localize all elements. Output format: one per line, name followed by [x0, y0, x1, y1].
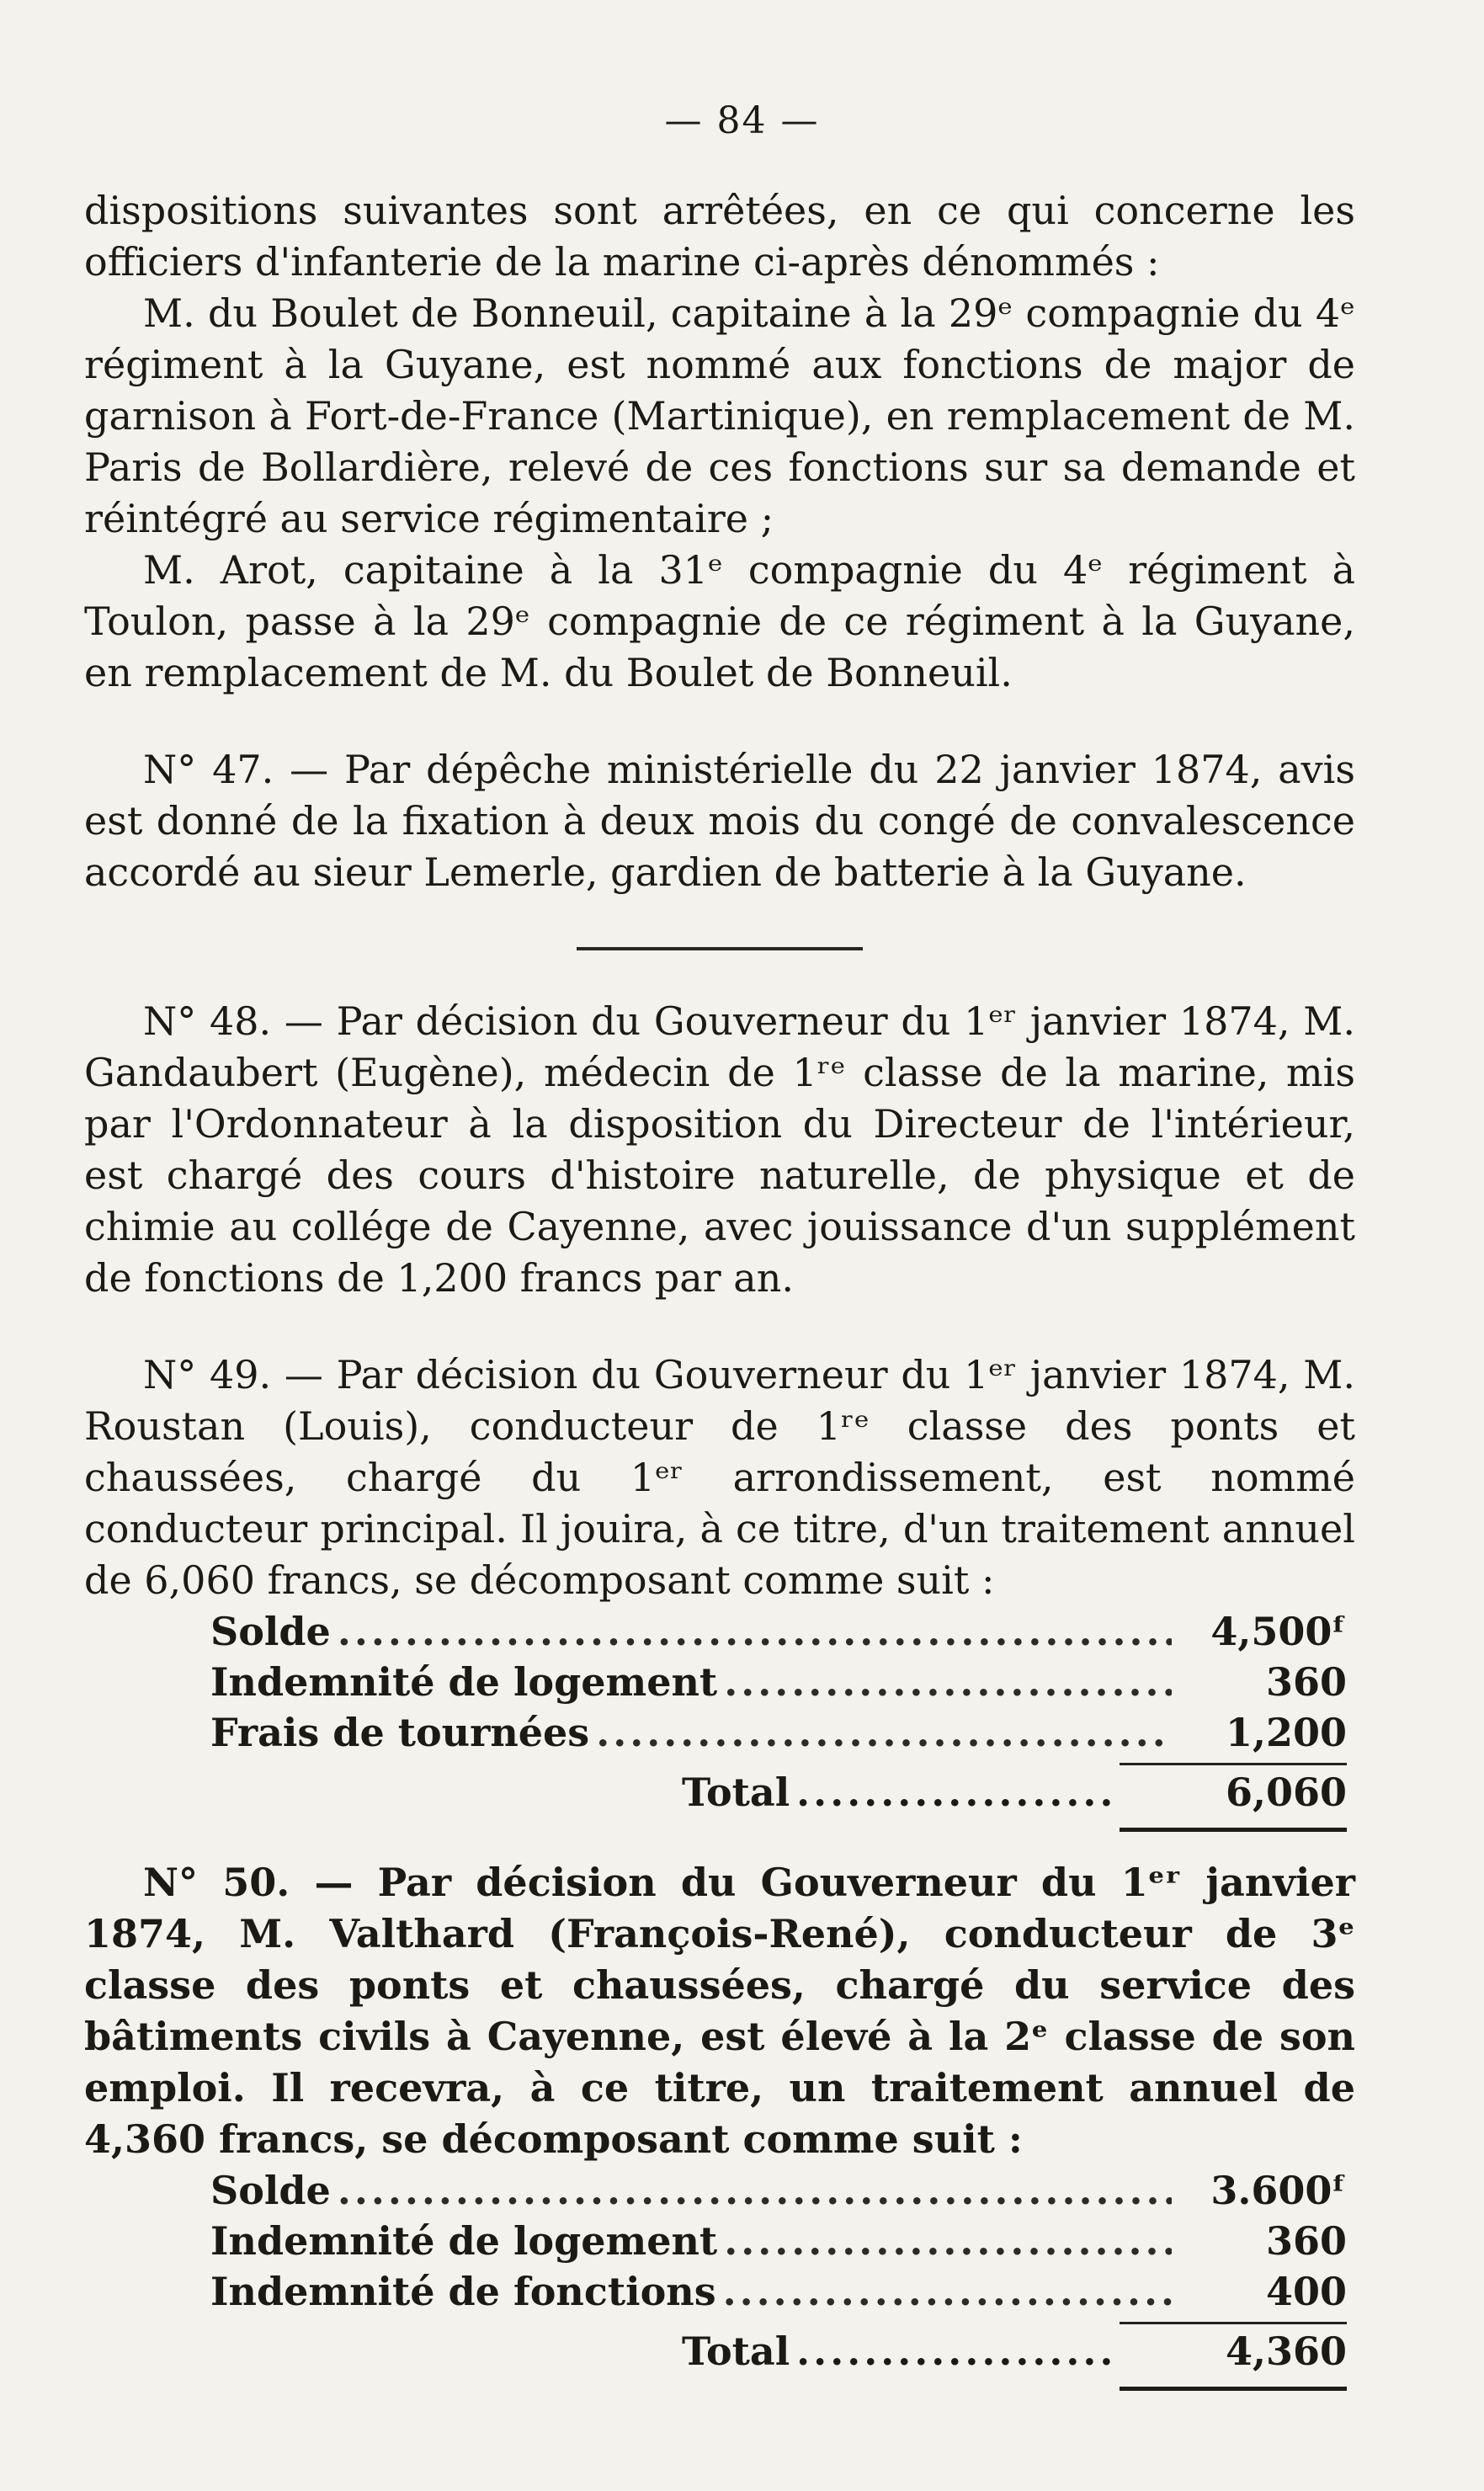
ledger-total-row	[210, 2322, 1347, 2377]
ledger-amount: 4,500ᶠ	[1210, 1609, 1347, 1654]
ledger-row	[210, 2165, 1347, 2216]
ledger-row	[210, 1657, 1347, 1707]
ledger-total-label: Total	[682, 1770, 790, 1815]
entry-49: N° 49. — Par décision du Gouverneur du 1ᵉʳ janvier 1874, M. Roustan (Louis), conducteur de 1ʳᵉ classe des ponts et chaussées, chargé du 1ᵉʳ arrondissement, est nommé conducteur principal. Il jouira, à ce titre, d'un traitement annuel de 6,060 francs, se décomposant comme suit :	[84, 1352, 1355, 1603]
entry-47: N° 47. — Par dépêche ministérielle du 22 janvier 1874, avis est donné de la fixation à deux mois du congé de convalescence accordé au sieur Lemerle, gardien de batterie à la Guyane.	[84, 747, 1355, 895]
leader-dots	[338, 1606, 1172, 1657]
section-divider	[577, 947, 863, 950]
ledger-amount: 400	[1265, 2269, 1347, 2314]
ledger-amount: 360	[1265, 2218, 1347, 2264]
leader-dots	[796, 2326, 1113, 2377]
ledger-row	[210, 2266, 1347, 2317]
ledger-label: Indemnité de logement	[210, 2218, 718, 2264]
opening-paragraph: dispositions suivantes sont arrêtées, en ce qui concerne les officiers d'infanterie de la marine ci-après dénommés :	[84, 188, 1355, 285]
ledger-total-amount: 4,360	[1120, 2322, 1347, 2377]
leader-dots	[596, 1707, 1172, 1758]
leader-dots	[724, 2216, 1172, 2266]
ledger-row	[210, 1707, 1347, 1758]
page-number: — 84 —	[664, 99, 820, 142]
ledger-amount: 1,200	[1225, 1710, 1347, 1755]
ledger-label: Solde	[210, 2168, 331, 2213]
ledger-total-label: Total	[682, 2329, 790, 2374]
appointment-item-2: M. Arot, capitaine à la 31ᵉ compagnie du 4ᵉ régiment à Toulon, passe à la 29ᵉ compagnie de ce régiment à la Guyane, en remplacement de M. du Boulet de Bonneuil.	[84, 547, 1355, 695]
entry-50: N° 50. — Par décision du Gouverneur du 1ᵉʳ janvier 1874, M. Valthard (François-René), conducteur de 3ᵉ classe des ponts et chaussées, chargé du service des bâtiments civils à Cayenne, est élevé à la 2ᵉ classe de son emploi. Il recevra, à ce titre, un traitement annuel de 4,360 francs, se décomposant comme suit :	[84, 1860, 1355, 2162]
salary-breakdown-49	[210, 1606, 1347, 1832]
ledger-row	[210, 2216, 1347, 2266]
appointment-item-1: M. du Boulet de Bonneuil, capitaine à la 29ᵉ compagnie du 4ᵉ régiment à la Guyane, est nommé aux fonctions de major de garnison à Fort-de-France (Martinique), en remplacement de M. Paris de Bollardière, relevé de ces fonctions sur sa demande et réintégré au service régimentaire ;	[84, 290, 1355, 541]
leader-dots	[724, 1657, 1172, 1707]
salary-breakdown-50	[210, 2165, 1347, 2391]
leader-dots	[338, 2165, 1172, 2216]
ledger-row	[210, 1606, 1347, 1657]
ledger-label: Solde	[210, 1609, 331, 1654]
leader-dots	[796, 1767, 1113, 1818]
total-underline	[1120, 1828, 1347, 1832]
entry-48: N° 48. — Par décision du Gouverneur du 1ᵉʳ janvier 1874, M. Gandaubert (Eugène), médecin de 1ʳᵉ classe de la marine, mis par l'Ordonnateur à la disposition du Directeur de l'intérieur, est chargé des cours d'histoire naturelle, de physique et de chimie au collége de Cayenne, avec jouissance d'un supplément de fonctions de 1,200 francs par an.	[84, 998, 1355, 1301]
ledger-total-amount: 6,060	[1120, 1763, 1347, 1818]
ledger-label: Indemnité de fonctions	[210, 2269, 716, 2314]
ledger-label: Frais de tournées	[210, 1710, 590, 1755]
leader-dots	[723, 2266, 1172, 2317]
ledger-amount: 3.600ᶠ	[1210, 2168, 1347, 2213]
text-column	[84, 185, 1355, 2391]
ledger-label: Indemnité de logement	[210, 1659, 718, 1705]
ledger-total-row	[210, 1763, 1347, 1818]
ledger-amount: 360	[1265, 1659, 1347, 1705]
total-underline	[1120, 2387, 1347, 2391]
